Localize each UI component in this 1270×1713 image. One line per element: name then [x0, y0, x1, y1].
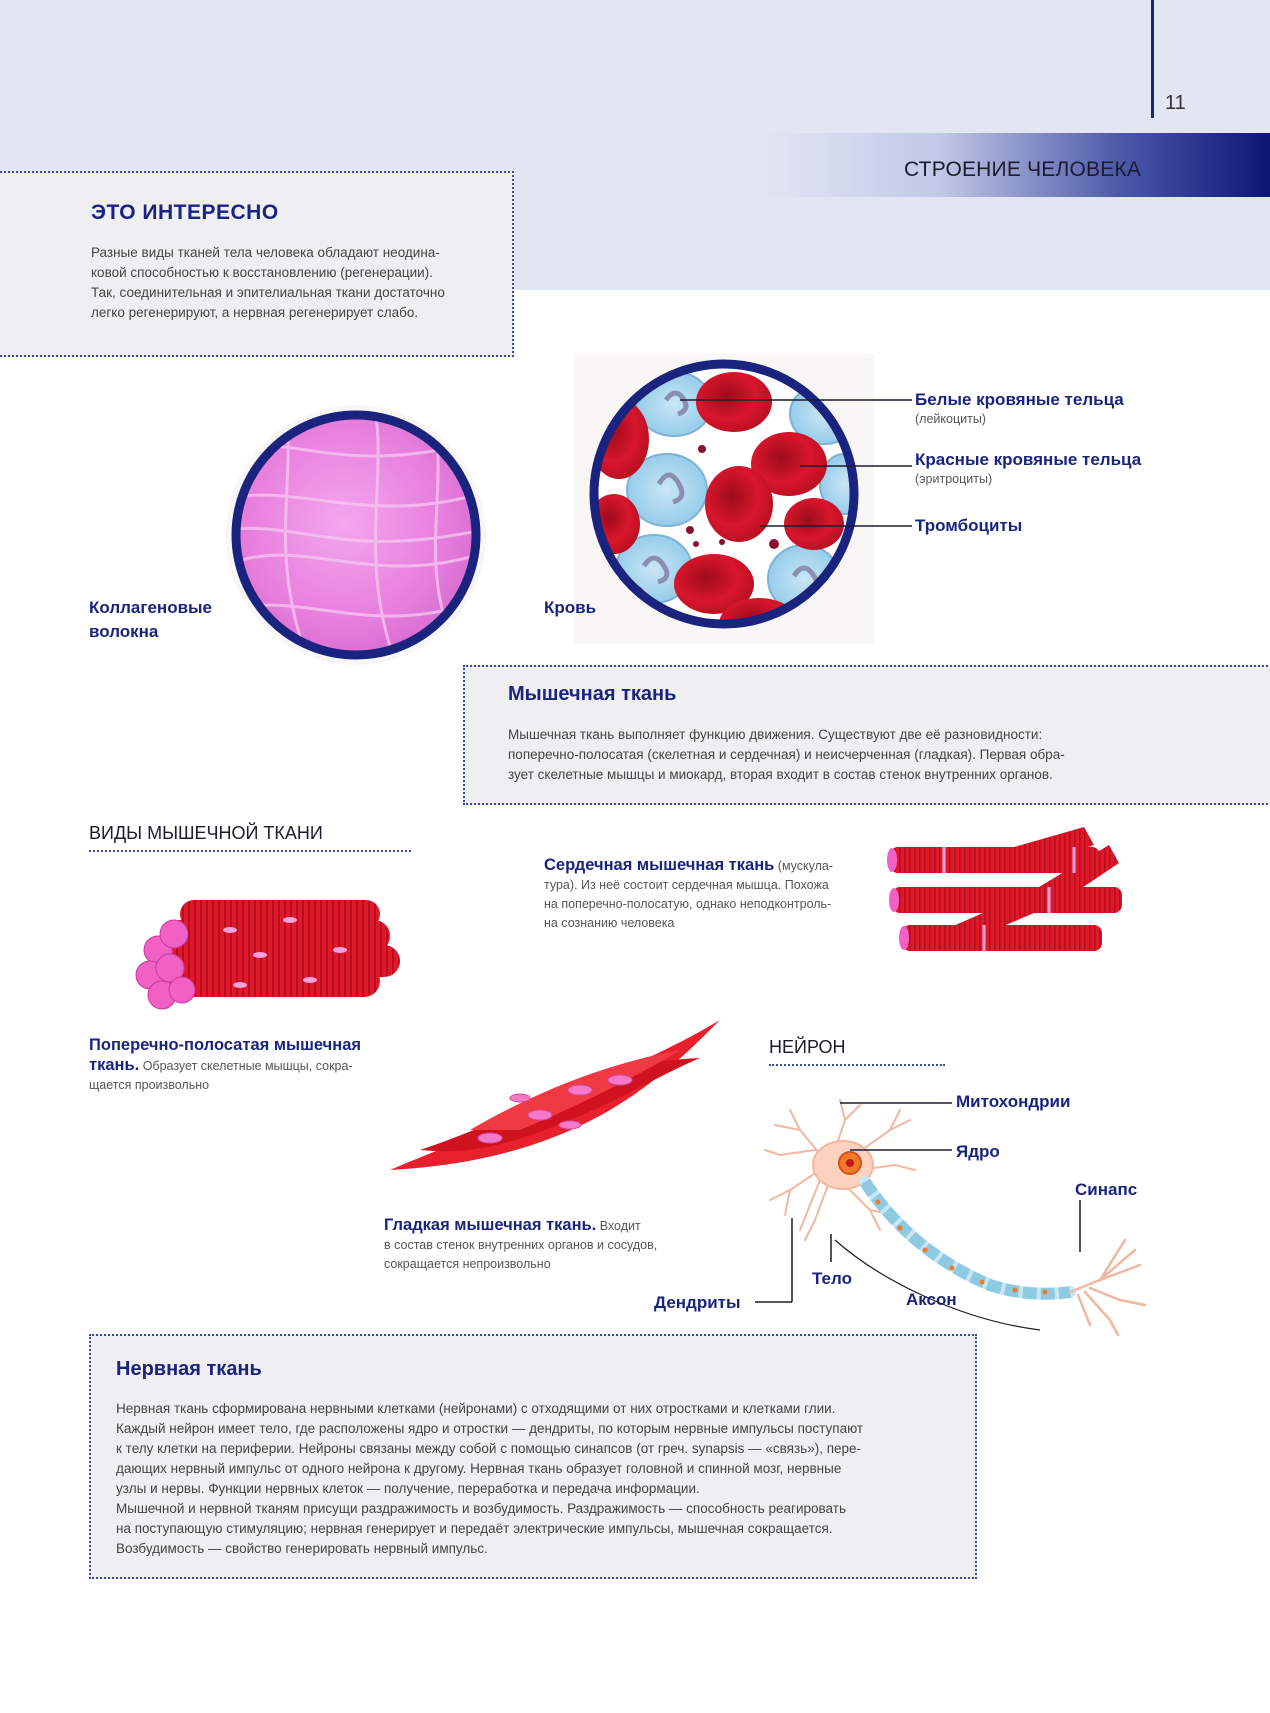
muscle-box-text: Мышечная ткань выполняет функцию движения. Существуют две её разновидности: поперечно-полосатая (скелетная и сердечная) и неисчерченная (гладкая). Первая обра- зует скелетные мышцы и миокард, вторая входит в состав стенок внутренних органов.	[508, 727, 1065, 782]
section-title: СТРОЕНИЕ ЧЕЛОВЕКА	[904, 158, 1142, 181]
neuron-heading: НЕЙРОН	[769, 1037, 846, 1057]
muscle-types-heading: ВИДЫ МЫШЕЧНОЙ ТКАНИ	[89, 823, 323, 843]
white-cells-callout: Белые кровяные тельца (лейкоциты)	[915, 390, 1124, 426]
platelets-callout: Тромбоциты	[915, 516, 1023, 535]
synapse-label: Синапс	[1075, 1180, 1138, 1199]
interesting-text: Разные виды тканей тела человека обладают неодина- ковой способностью к восстановлению (регенерации). Так, соединительная и эпителиальная ткани достаточно легко регенерируют, а нервная регенерирует слабо.	[91, 245, 445, 320]
dendrites-label: Дендриты	[654, 1293, 741, 1312]
page-number: 11	[1165, 92, 1186, 114]
smooth-caption: Гладкая мышечная ткань. Входит в состав стенок внутренних органов и сосудов, сокращается непроизвольно	[384, 1216, 658, 1271]
cardiac-caption: Сердечная мышечная ткань (мускула- тура). Из неё состоит сердечная мышца. Похожа на поперечно-полосатую, однако неподконтроль- на сознанию человека	[544, 856, 834, 930]
nerve-tissue-box	[89, 1334, 977, 1579]
body-label: Тело	[812, 1269, 852, 1288]
striated-caption: Поперечно-полосатая мышечная ткань. Образует скелетные мышцы, сокра- щается произвольно	[89, 1036, 361, 1092]
red-cells-callout: Красные кровяные тельца (эритроциты)	[915, 450, 1142, 486]
axon-label: Аксон	[906, 1290, 957, 1309]
blood-label: Кровь	[544, 598, 597, 617]
nerve-box-title: Нервная ткань	[116, 1358, 262, 1380]
mitochondria-label: Митохондрии	[956, 1092, 1071, 1111]
nerve-box-text: Нервная ткань сформирована нервными клетками (нейронами) с отходящими от них отростками и клетками глии. Каждый нейрон имеет тело, где расположены ядро и отростки — дендриты, по которым нервные импульсы поступают к телу клетки на периферии. Нейроны связаны между собой с помощью синапсов (от греч. synapsis — «связь»), пере- дающих нервный импульс от одного нейрона к другому. Нервная ткань образует головной и спинной мозг, нервные узлы и нервы. Функции нервных клеток — получение, переработка и передача информации. Мышечной и нервной тканям присущи раздражимость и возбудимость. Раздражимость — способность реагировать на поступающую стимуляцию; нервная генерирует и передаёт электрические импульсы, мышечная сокращается. Возбудимость — свойство генерировать нервный импульс.	[116, 1401, 864, 1556]
nucleus-label: Ядро	[956, 1142, 1000, 1161]
interesting-title: ЭТО ИНТЕРЕСНО	[91, 201, 279, 224]
collagen-label: Коллагеновые волокна	[89, 598, 213, 641]
muscle-box-title: Мышечная ткань	[508, 683, 677, 705]
